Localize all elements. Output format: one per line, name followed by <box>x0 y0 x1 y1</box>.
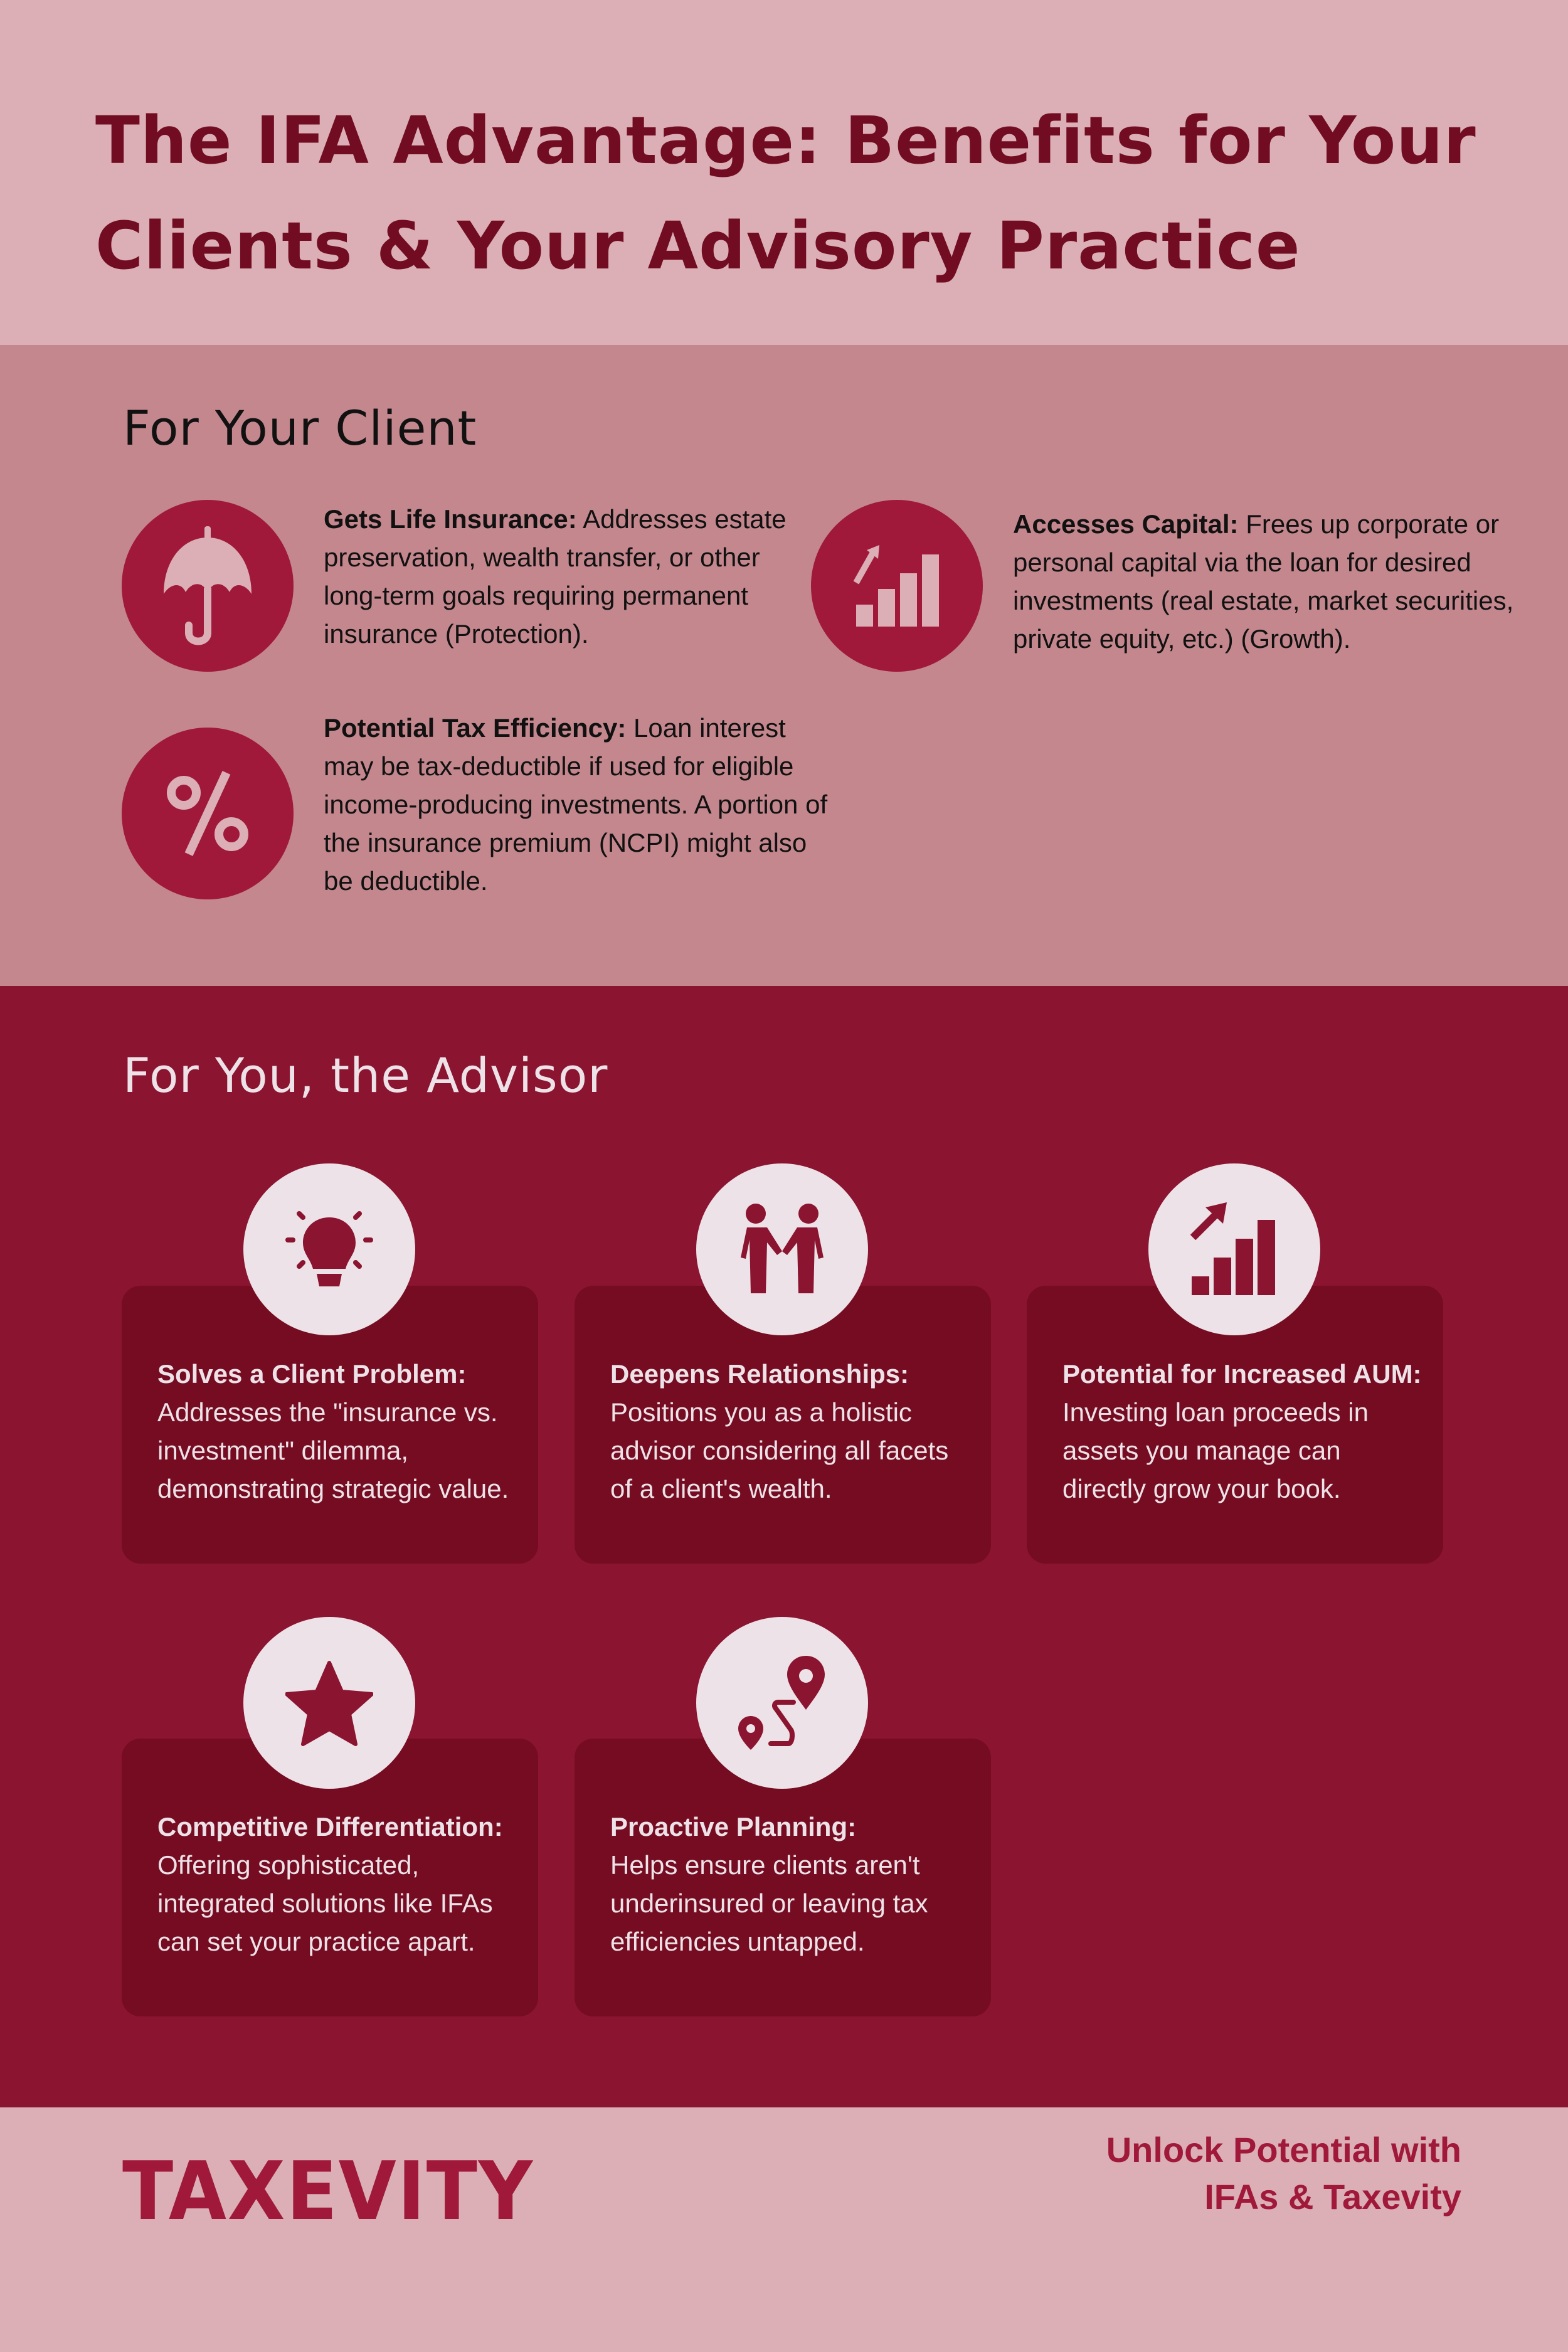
tagline-line-2: IFAs & Taxevity <box>1204 2177 1461 2217</box>
tagline-line-1: Unlock Potential with <box>1106 2130 1461 2169</box>
umbrella-icon <box>122 500 294 672</box>
card-body: Offering sophisticated, integrated solutions like IFAs can set your practice apart. <box>157 1850 493 1956</box>
client-section-heading: For Your Client <box>123 400 477 456</box>
route-pin-icon <box>696 1617 868 1789</box>
client-section <box>0 345 1568 986</box>
card-text <box>610 1808 974 1961</box>
card-body: Positions you as a holistic advisor considering all facets of a client's wealth. <box>610 1397 949 1503</box>
card-title: Competitive Differentiation: <box>157 1812 503 1841</box>
benefit-body: Frees up corporate or personal capital via the loan for desired investments (real estate, market securities, private equity, etc.) (Growth). <box>1013 509 1514 654</box>
client-benefit-text <box>1013 505 1515 658</box>
benefit-title: Accesses Capital: <box>1013 509 1239 539</box>
card-title: Proactive Planning: <box>610 1812 857 1841</box>
card-title: Deepens Relationships: <box>610 1359 909 1389</box>
card-text <box>610 1355 974 1508</box>
card-text <box>1062 1355 1426 1508</box>
benefit-title: Potential Tax Efficiency: <box>324 713 627 743</box>
star-icon <box>243 1617 415 1789</box>
growth-chart-icon <box>811 500 983 672</box>
card-body: Investing loan proceeds in assets you manage can directly grow your book. <box>1062 1397 1369 1503</box>
footer-tagline <box>1022 2126 1461 2220</box>
footer <box>0 2107 1568 2352</box>
header <box>0 0 1568 345</box>
handshake-icon <box>696 1163 868 1335</box>
lightbulb-icon <box>243 1163 415 1335</box>
card-title: Potential for Increased AUM: <box>1062 1359 1422 1389</box>
client-benefit-text <box>324 709 838 900</box>
client-benefit-text <box>324 500 813 653</box>
advisor-section-heading: For You, the Advisor <box>123 1047 608 1103</box>
advisor-section <box>0 986 1568 2107</box>
card-body: Helps ensure clients aren't underinsured or leaving tax efficiencies untapped. <box>610 1850 928 1956</box>
benefit-body: Loan interest may be tax-deductible if used for eligible income-producing investments. A portion of the insurance premium (NCPI) might also be deductible. <box>324 713 828 896</box>
taxevity-logo: TAXEVITY <box>122 2145 534 2238</box>
card-text <box>157 1808 521 1961</box>
card-body: Addresses the "insurance vs. investment" dilemma, demonstrating strategic value. <box>157 1397 509 1503</box>
growth-chart-icon <box>1148 1163 1320 1335</box>
benefit-title: Gets Life Insurance: <box>324 504 577 534</box>
card-text <box>157 1355 521 1508</box>
percent-icon <box>122 728 294 899</box>
page-title: The IFA Advantage: Benefits for Your Clients & Your Advisory Practice <box>95 102 1476 284</box>
card-title: Solves a Client Problem: <box>157 1359 467 1389</box>
benefit-body: Addresses estate preservation, wealth transfer, or other long-term goals requiring permanent insurance (Protection). <box>324 504 787 649</box>
